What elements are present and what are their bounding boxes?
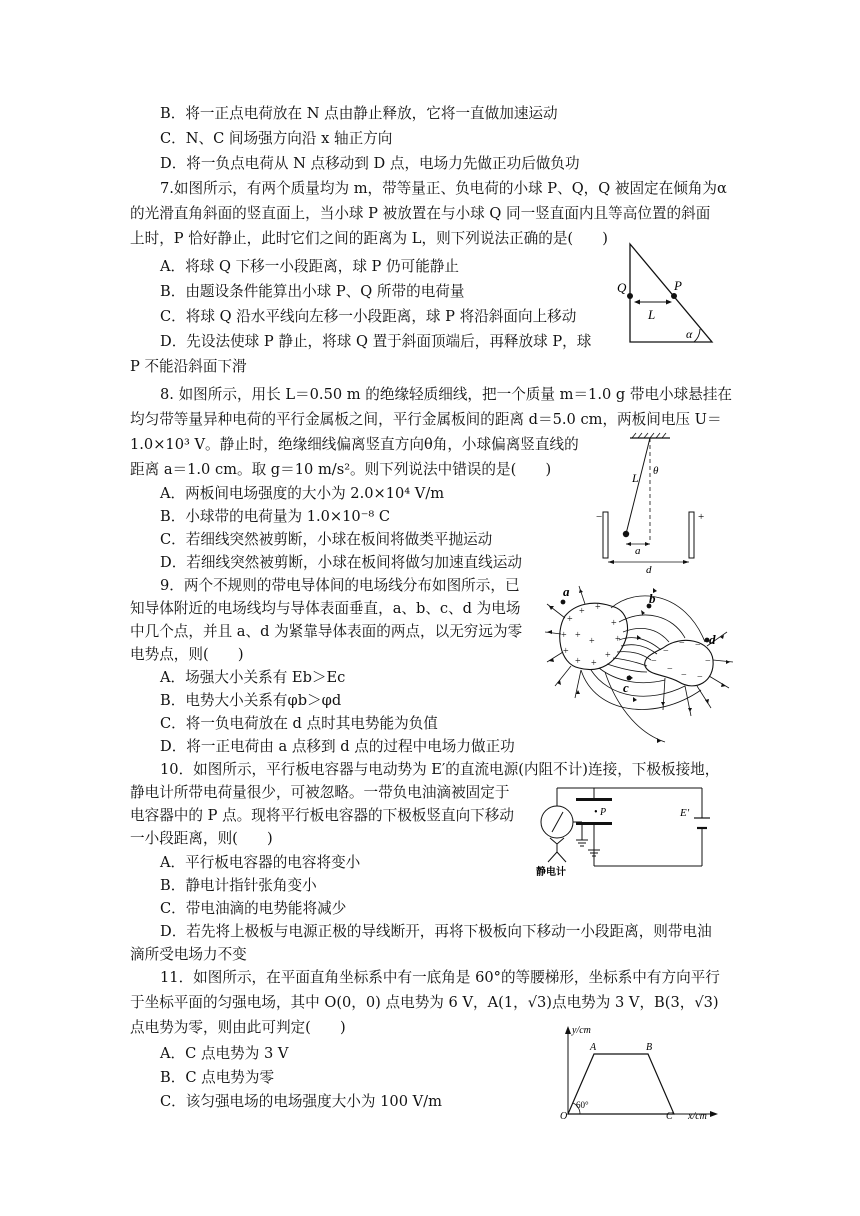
q9-option-d: D．将一正电荷由 a 点移到 d 点的过程中电场力做正功 — [160, 738, 515, 755]
q11-stem-line-1: 11．如图所示，在平面直角坐标系中有一底角是 60°的等腰梯形，坐标系中有方向平行 — [160, 969, 720, 986]
q7-stem-line-3: 上时，P 恰好静止，此时它们之间的距离为 L，则下列说法正确的是( ) — [130, 230, 608, 247]
q8-stem-line-4: 距离 a＝1.0 cm。取 g＝10 m/s²。则下列说法中错误的是( ) — [130, 461, 552, 478]
q9-option-b: B．电势大小关系有φb＞φd — [160, 692, 342, 709]
svg-text:+: + — [595, 602, 601, 613]
q10-option-b: B．静电计指针张角变小 — [160, 877, 317, 894]
q7-stem-line-1: 7.如图所示，有两个质量均为 m，带等量正、负电荷的小球 P、Q，Q 被固定在倾角为α — [160, 180, 727, 197]
q11-option-a: A．C 点电势为 3 V — [160, 1045, 289, 1062]
q11-trapezoid-figure — [556, 1020, 726, 1120]
svg-text:−: − — [667, 664, 673, 675]
q8-label-plus: + — [698, 511, 705, 523]
svg-text:−: − — [695, 640, 701, 651]
q9-field-lines-figure — [545, 582, 735, 750]
q11-label-b: B — [646, 1042, 653, 1053]
q7-option-c: C．将球 Q 沿水平线向左移一小段距离，球 P 将沿斜面向上移动 — [160, 308, 577, 325]
q9-label-c: c — [623, 680, 629, 695]
svg-text:+: + — [611, 618, 617, 629]
q10-option-d-line-2: 滴所受电场力不变 — [130, 946, 247, 963]
svg-text:+: + — [563, 646, 569, 657]
q11-option-b: B．C 点电势为零 — [160, 1069, 275, 1086]
q10-label-electrometer: 静电计 — [536, 867, 566, 878]
q10-option-c: C．带电油滴的电势能将减少 — [160, 900, 347, 917]
svg-text:+: + — [575, 630, 581, 641]
q7-label-l: L — [648, 307, 656, 322]
q8-stem-line-3: 1.0×10³ V。静止时，绝缘细线偏离竖直方向θ角，小球偏离竖直线的 — [130, 436, 579, 453]
q8-label-minus: − — [596, 511, 603, 523]
q9-stem-line-4: 电势点，则( ) — [130, 646, 244, 663]
svg-text:−: − — [651, 656, 657, 667]
q6-option-b: B．将一正点电荷放在 N 点由静止释放，它将一直做加速运动 — [160, 105, 558, 122]
q8-label-theta: θ — [653, 465, 659, 477]
q11-label-c: C — [666, 1111, 673, 1120]
svg-text:+: + — [591, 658, 597, 669]
q8-stem-line-2: 均匀带等量异种电荷的平行金属板之间，平行金属板间的距离 d＝5.0 cm，两板间电压 U＝ — [130, 411, 722, 428]
q11-stem-line-2: 于坐标平面的匀强电场，其中 O(0，0) 点电势为 6 V，A(1，√3)点电势为 3 V，B(3，√3) — [130, 994, 719, 1011]
q7-label-q: Q — [617, 280, 627, 295]
q11-label-a: A — [590, 1042, 597, 1053]
q9-option-a: A．场强大小关系有 Eb＞Ec — [160, 669, 346, 686]
svg-text:+: + — [589, 636, 595, 647]
q8-option-d: D．若细线突然被剪断，小球在板间将做匀加速直线运动 — [160, 554, 522, 571]
svg-text:+: + — [567, 614, 573, 625]
q9-option-c: C．将一负电荷放在 d 点时其电势能为负值 — [160, 715, 438, 732]
svg-text:−: − — [663, 646, 669, 657]
svg-text:+: + — [615, 634, 621, 645]
q8-option-a: A．两板间电场强度的大小为 2.0×10⁴ V/m — [160, 485, 445, 502]
svg-text:−: − — [697, 672, 703, 683]
q9-label-b: b — [649, 591, 656, 606]
q10-stem-line-1: 10．如图所示，平行板电容器与电动势为 E′的直流电源(内阻不计)连接，下极板接地， — [160, 761, 720, 778]
q7-incline-figure — [612, 236, 722, 346]
q9-stem-line-2: 知导体附近的电场线均与导体表面垂直，a、b、c、d 为电场 — [130, 600, 521, 617]
q9-label-d: d — [709, 632, 716, 647]
q6-option-c: C．N、C 间场强方向沿 x 轴正方向 — [160, 130, 393, 147]
q9-stem-line-1: 9．两个不规则的带电导体间的电场线分布如图所示，已 — [160, 577, 520, 594]
q7-option-a: A．将球 Q 下移一小段距离，球 P 仍可能静止 — [160, 258, 459, 275]
q9-stem-line-3: 中几个点，并且 a、d 为紧靠导体表面的两点，以无穷远为零 — [130, 623, 523, 640]
q8-label-l: L — [632, 471, 639, 485]
q7-label-alpha: α — [686, 327, 693, 341]
q6-option-d: D．将一负点电荷从 N 点移动到 D 点，电场力先做正功后做负功 — [160, 155, 580, 172]
q10-label-e: E′ — [680, 807, 690, 819]
svg-text:+: + — [561, 630, 567, 641]
svg-text:+: + — [575, 656, 581, 667]
q10-stem-line-4: 一小段距离，则( ) — [130, 830, 273, 847]
q10-stem-line-3: 电容器中的 P 点。现将平行板电容器的下极板竖直向下移动 — [130, 807, 514, 824]
q7-option-b: B．由题设条件能算出小球 P、Q 所带的电荷量 — [160, 283, 465, 300]
q11-label-x-axis: x/cm — [688, 1111, 707, 1120]
q8-option-b: B．小球带的电荷量为 1.0×10⁻⁸ C — [160, 508, 391, 525]
q8-label-a: a — [635, 545, 641, 557]
q8-option-c: C．若细线突然被剪断，小球在板间将做类平抛运动 — [160, 531, 493, 548]
q7-label-p: P — [674, 278, 682, 293]
svg-text:+: + — [605, 650, 611, 661]
q8-stem-line-1: 8. 如图所示，用长 L＝0.50 m 的绝缘轻质细线，把一个质量 m＝1.0 g 带电小球悬挂在 — [160, 386, 733, 403]
q11-option-c: C．该匀强电场的电场强度大小为 100 V/m — [160, 1093, 442, 1110]
q8-label-d: d — [646, 564, 652, 576]
q7-stem-line-2: 的光滑直角斜面的竖直面上，当小球 P 被放置在与小球 Q 同一竖直面内且等高位置的斜面 — [130, 205, 711, 222]
svg-text:−: − — [681, 670, 687, 681]
svg-text:+: + — [579, 606, 585, 617]
q7-option-d-line-1: D．先设法使球 P 静止，将球 Q 置于斜面顶端后，再释放球 P，球 — [160, 333, 592, 350]
q9-label-a: a — [563, 584, 570, 599]
q10-option-a: A．平行板电容器的电容将变小 — [160, 854, 361, 871]
svg-text:−: − — [679, 638, 685, 649]
q7-option-d-line-2: P 不能沿斜面下滑 — [130, 358, 247, 375]
q10-circuit-figure — [530, 778, 730, 878]
q10-label-p: • P — [594, 807, 607, 818]
q11-label-o: O — [560, 1111, 568, 1120]
q10-option-d-line-1: D．若先将上极板与电源正极的导线断开，再将下极板向下移动一小段距离，则带电油 — [160, 923, 712, 940]
svg-text:−: − — [705, 656, 711, 667]
q11-label-y-axis: y/cm — [572, 1025, 591, 1036]
q11-label-angle: 60° — [576, 1100, 589, 1110]
q11-stem-line-3: 点电势为零，则由此可判定( ) — [130, 1019, 346, 1036]
q10-stem-line-2: 静电计所带电荷量很少，可被忽略。一带负电油滴被固定于 — [130, 784, 510, 801]
q8-pendulum-figure — [588, 430, 718, 576]
